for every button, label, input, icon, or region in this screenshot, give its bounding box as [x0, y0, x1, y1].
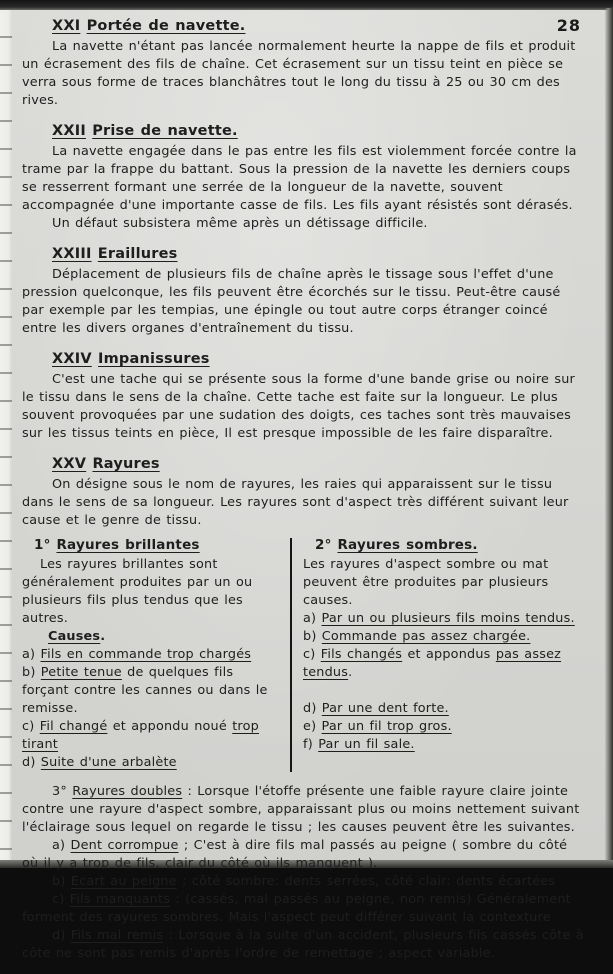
heading-numeral: XXIV — [52, 351, 92, 367]
paragraph: Un défaut subsistera même après un détissage difficile. — [52, 216, 428, 231]
item-marker: a) — [52, 838, 66, 853]
subsection-title: Rayures doubles — [72, 784, 183, 799]
column-heading-title: Rayures sombres. — [337, 537, 478, 553]
item-marker: e) — [303, 719, 317, 734]
item-label: Par un ou plusieurs fils moins tendus. — [321, 611, 575, 626]
scan-edge-right — [605, 8, 613, 868]
item-label: Fils mal remis — [70, 928, 164, 943]
item-text: : (cassés, mal passés au peigne, non remis) Généralement forment des rayures sombres. Mais l'aspect peut différer suivant la contexture — [22, 892, 571, 925]
item-label: Ecart au peigne — [70, 874, 177, 889]
paragraph — [22, 783, 585, 837]
subsection-number: 3° — [52, 784, 67, 799]
item-marker: c) — [22, 719, 35, 734]
cause-item-c — [22, 718, 284, 754]
item-label: Par un fil trop gros. — [321, 719, 452, 734]
paragraph: On désigne sous le nom de rayures, les raies qui apparaissent sur le tissu dans le sens de sa longueur. Les rayures sont d'aspect très différent suivant leur cause et le genre de tissu. — [22, 477, 569, 528]
cause-item-b — [22, 873, 585, 891]
heading-numeral: XXV — [52, 456, 87, 472]
section-heading — [52, 244, 585, 264]
heading-numeral: XXIII — [52, 246, 92, 262]
column-heading-title: Rayures brillantes — [56, 537, 200, 553]
item-label: pas assez tendus — [303, 647, 562, 680]
cause-item-d — [22, 754, 284, 772]
column-rayures-brillantes — [22, 536, 290, 772]
cause-item-b — [303, 628, 585, 646]
cause-item-c — [22, 891, 585, 927]
item-text: : Lorsque à la suite d'un accident, plusieurs fils cassés côte à côte ne sont pas remis d'après l'ordre de remettage ; aspect variable. — [22, 928, 584, 961]
rayures-columns — [22, 536, 585, 772]
heading-title: Portée de navette. — [86, 18, 246, 34]
item-marker: c) — [303, 647, 316, 662]
item-label: Suite d'une arbalète — [40, 755, 177, 770]
section-heading — [52, 349, 585, 369]
cause-item-c — [303, 646, 585, 682]
item-marker: b) — [303, 629, 317, 644]
item-text: . — [348, 665, 353, 680]
item-marker: a) — [22, 647, 36, 662]
item-marker: b) — [52, 874, 66, 889]
section-xxi-portee-de-navette — [22, 16, 585, 110]
scan-edge-left — [0, 10, 12, 860]
paragraph: Les rayures d'aspect sombre ou mat peuvent être produites par plusieurs causes. — [303, 557, 549, 608]
subsection-intro: : Lorsque l'étoffe présente une faible rayure claire jointe contre une rayure d'aspect sombre, apparaissant plus ou moins nettement suivant l'éclairage sous lequel on regarde le tissu ; les causes peuvent être les suivantes. — [22, 784, 580, 835]
item-label: Fils en commande trop chargés — [40, 647, 252, 662]
heading-numeral: XXI — [52, 18, 81, 34]
item-label: Par une dent forte. — [321, 701, 449, 716]
cause-item-b — [22, 664, 284, 718]
section-xxiii-eraillures — [22, 244, 585, 338]
item-text: ; côté sombre: dents serrées, côté clair: dents écartées — [182, 874, 556, 889]
column-heading-number: 1° — [34, 537, 51, 553]
item-text: et appondus — [407, 647, 491, 662]
item-label: Petite tenue — [40, 665, 122, 680]
item-text: de quelques fils forçant contre les cannes ou dans le remisse. — [22, 665, 268, 716]
item-text: et appondu noué — [112, 719, 227, 734]
section-xxv-rayures — [22, 454, 585, 772]
section-xxii-prise-de-navette — [22, 121, 585, 233]
section-rayures-doubles — [22, 783, 585, 963]
causes-word: Causes — [48, 629, 101, 644]
section-heading — [52, 454, 585, 474]
item-label: Par un fil sale. — [318, 737, 415, 752]
item-text: ; C'est à dire fils mal passés au peigne ( sombre du côté où il y a trop de fils, clair du côté où ils manquent ). — [22, 838, 568, 871]
cause-item-e — [303, 718, 585, 736]
paragraph: Les rayures brillantes sont généralement produites par un ou plusieurs fils plus tendus que les autres. — [22, 557, 253, 626]
causes-period: . — [100, 629, 106, 644]
column-heading — [315, 536, 585, 554]
paragraph: La navette engagée dans le pas entre les fils est violemment forcée contre la trame par la frappe du battant. Sous la pression de la navette les derniers coups se resserrent formant une serrée de la longueur de la navette, souvent accompagnée d'une importante casse de fils. Les fils ayant résistés sont dérasés. — [22, 144, 577, 213]
item-marker: d) — [22, 755, 36, 770]
page-number: 28 — [556, 16, 581, 35]
section-xxiv-impanissures — [22, 349, 585, 443]
cause-item-f — [303, 736, 585, 754]
item-marker: b) — [22, 665, 36, 680]
item-marker: d) — [303, 701, 317, 716]
item-label: Dent corrompue — [70, 838, 179, 853]
column-heading — [34, 536, 284, 554]
section-heading — [52, 121, 585, 141]
paragraph: Déplacement de plusieurs fils de chaîne après le tissage sous l'effet d'une pression quelconque, les fils peuvent être écorchés sur le tissu. Peut-être causé par exemple par les tempias, une épingle ou tout autre corps étranger coincé entre les divers organes d'entraînement du tissu. — [22, 267, 561, 336]
section-heading — [52, 16, 585, 36]
paragraph: La navette n'étant pas lancée normalement heurte la nappe de fils et produit un écrasement des fils de chaîne. Cet écrasement sur un tissu teint en pièce se verra sous forme de traces blanchâtres tout le long du tissu à 25 ou 30 cm des rives. — [22, 39, 576, 108]
item-label: Fil changé — [39, 719, 108, 734]
item-marker: d) — [52, 928, 66, 943]
item-marker: a) — [303, 611, 317, 626]
item-label: Commande pas assez chargée. — [321, 629, 531, 644]
cause-item-a — [22, 646, 284, 664]
page-content — [22, 16, 585, 974]
causes-label — [48, 628, 284, 646]
paragraph: C'est une tache qui se présente sous la forme d'une bande grise ou noire sur le tissu dans le sens de la chaîne. Cette tache est faite sur la longueur. Le plus souvent provoquées par une sudation des doigts, ces taches sont très mauvaises sur les tissus teints en pièce, Il est presque impossible de les faire disparaître. — [22, 372, 575, 441]
heading-title: Eraillures — [97, 246, 178, 262]
heading-title: Prise de navette. — [92, 123, 238, 139]
scan-edge-top — [0, 0, 613, 10]
item-label: Fils manquants — [69, 892, 171, 907]
item-marker: c) — [52, 892, 65, 907]
column-heading-number: 2° — [315, 537, 332, 553]
heading-title: Rayures — [92, 456, 160, 472]
item-label: Fils changés — [320, 647, 403, 662]
cause-item-a — [303, 610, 585, 628]
column-divider-line — [290, 538, 292, 772]
item-marker: f) — [303, 737, 313, 752]
cause-item-d — [22, 927, 585, 963]
item-label: trop tirant — [22, 719, 259, 752]
column-rayures-sombres — [295, 536, 585, 772]
heading-title: Impanissures — [98, 351, 210, 367]
heading-numeral: XXII — [52, 123, 86, 139]
cause-item-d — [303, 700, 585, 718]
